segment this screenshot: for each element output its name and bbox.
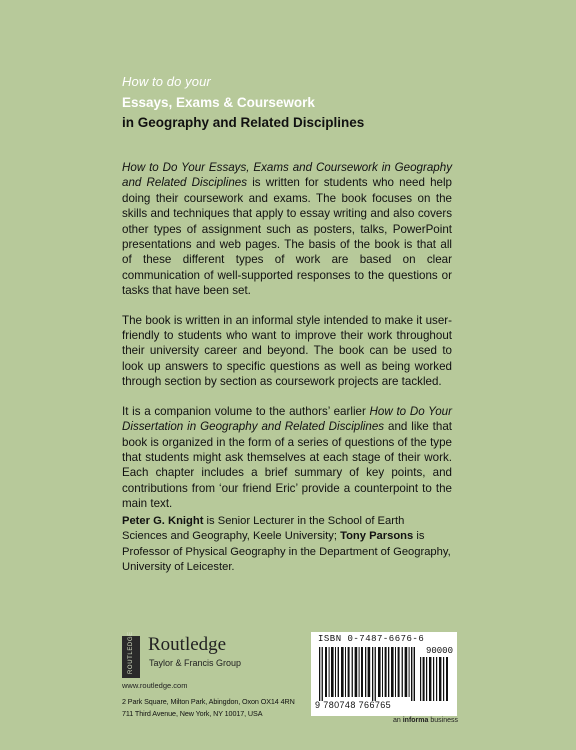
address-line-1: 2 Park Square, Milton Park, Abingdon, Oxon OX14 4RN bbox=[122, 697, 295, 706]
isbn-label: ISBN 0-7487-6676-6 bbox=[318, 634, 425, 644]
blurb bbox=[122, 160, 452, 526]
author-2-name: Tony Parsons bbox=[340, 530, 414, 543]
informa-brand: informa bbox=[402, 717, 429, 724]
author-2-bio: is Professor of Physical Geography in the Department of Geography, University of Leicester. bbox=[122, 530, 451, 574]
barcode-addon: 90000 bbox=[425, 646, 453, 656]
paragraph-1-text: is written for students who need help doing their coursework and exams. The book focuses on the skills and techniques that apply to essay writing and also covers other types of assignment such as posters, talks, PowerPoint presentations and web pages. The basis of the book is that all of these different types of work are based on clear communication of well-supported responses to the questions or tasks that have been set. bbox=[122, 176, 452, 298]
logo-vertical-text: ROUTLEDGE bbox=[128, 631, 134, 674]
author-bios bbox=[122, 514, 452, 576]
blurb-paragraph-2: The book is written in an informal style intended to make it user-friendly to students who want to improve their work throughout their university career and beyond. The book can be used to look up answers to specific questions as well as being worked through section by section as coursework projects are tackled. bbox=[122, 313, 452, 389]
publisher-name: Routledge bbox=[148, 634, 227, 655]
paragraph-3-rest: and like that book is organized in the form of a series of questions of the type that students might ask themselves at each stage of their work. Each chapter includes a brief summary of key points, and contributions from ‘our friend Eric’ provide a counterpoint to the main text. bbox=[122, 420, 452, 511]
publisher-address bbox=[122, 696, 295, 720]
author-1-bio: is Senior Lecturer in the School of Earth Sciences and Geography, Keele University; bbox=[122, 515, 405, 543]
routledge-logo bbox=[122, 631, 140, 678]
isbn-barcode bbox=[311, 632, 457, 716]
book-title-italic: How to Do Your Essays, Exams and Coursework in Geography and Related Disciplines bbox=[122, 161, 452, 190]
author-1-name: Peter G. Knight bbox=[122, 515, 204, 527]
paragraph-3-lead: It is a companion volume to the authors’ earlier bbox=[122, 404, 370, 418]
informa-suffix: business bbox=[428, 717, 458, 724]
address-line-2: 711 Third Avenue, New York, NY 10017, USA bbox=[122, 709, 263, 718]
publisher-group: Taylor & Francis Group bbox=[149, 658, 242, 668]
informa-prefix: an bbox=[393, 717, 403, 724]
book-subtitle: in Geography and Related Disciplines bbox=[122, 115, 365, 130]
blurb-paragraph-1 bbox=[122, 160, 452, 299]
title-block bbox=[122, 74, 364, 130]
informa-tagline bbox=[393, 717, 458, 724]
book-title: Essays, Exams & Coursework bbox=[122, 95, 315, 110]
series-title: How to do your bbox=[122, 74, 211, 89]
blurb-paragraph-3 bbox=[122, 404, 452, 512]
companion-title-italic: How to Do Your Dissertation in Geography and Related Disciplines bbox=[122, 404, 452, 434]
publisher-url: www.routledge.com bbox=[122, 681, 188, 690]
barcode-digits: 9 780748 766765 bbox=[315, 700, 392, 710]
